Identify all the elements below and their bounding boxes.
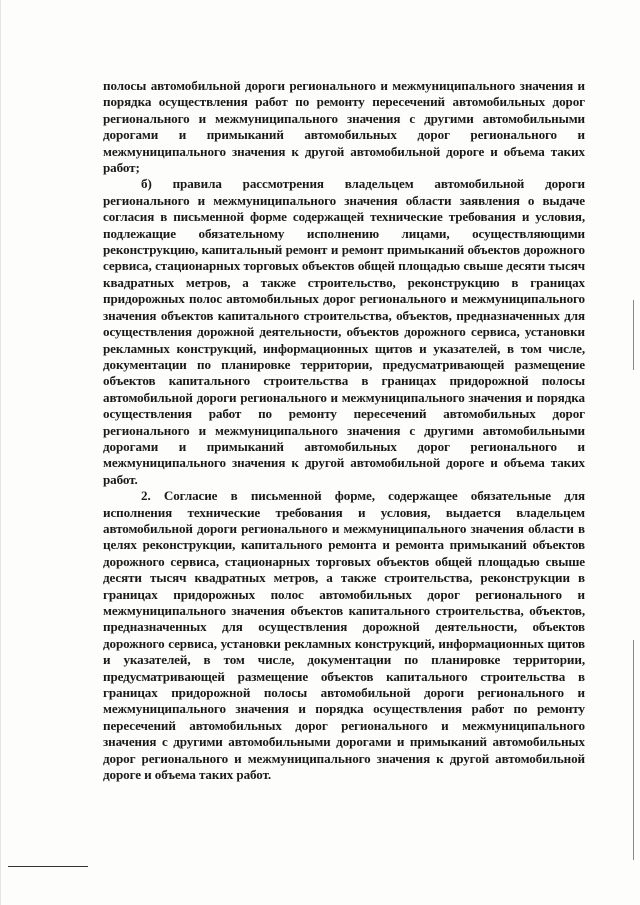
scan-artifact-right [633,300,634,370]
paragraph-continuation: полосы автомобильной дороги регионального и межмуниципального значения и порядка осуществления работ по ремонту пересечений автомобильных дорог регионального и межмуниципального значения с другими автомобильными дорогами и примыканий автомобильных дорог регионального и межмуниципального значения к другой автомобильной дороге и объема таких работ; [103,78,585,176]
paragraph-item-2: 2. Согласие в письменной форме, содержащее обязательные для исполнения технические требования и условия, выдается владельцем автомобильной дороги регионального и межмуниципального значения области в целях реконструкции, капитального ремонта и ремонта примыканий объектов дорожного сервиса, стационарных торговых объектов общей площадью свыше десяти тысяч квадратных метров, а также строительства, реконструкции в границах придорожных полос автомобильных дорог регионального и межмуниципального значения объектов капитального строительства, объектов, предназначенных для осуществления дорожной деятельности, объектов дорожного сервиса, установки рекламных конструкций, информационных щитов и указателей, в том числе, документации по планировке территории, предусматривающей размещение объектов капитального строительства в границах придорожной полосы автомобильной дороги регионального и межмуниципального значения и порядка осуществления работ по ремонту пересечений автомобильных дорог регионального и межмуниципального значения с другими автомобильными дорогами и примыканий автомобильных дорог регионального и межмуниципального значения к другой автомобильной дороге и объема таких работ. [103,488,585,783]
paragraph-item-b: б) правила рассмотрения владельцем автомобильной дороги регионального и межмуниципального значения области заявления о выдаче согласия в письменной форме содержащей технические требования и условия, подлежащие обязательному исполнению лицами, осуществляющими реконструкцию, капитальный ремонт и ремонт примыканий объектов дорожного сервиса, стационарных торговых объектов общей площадью свыше десяти тысяч квадратных метров, а также строительство, реконструкцию в границах придорожных полос автомобильных дорог регионального и межмуниципального значения объектов капитального строительства, объектов, предназначенных для осуществления дорожной деятельности, объектов дорожного сервиса, установки рекламных конструкций, информационных щитов и указателей, в том числе, документации по планировке территории, предусматривающей размещение объектов капитального строительства в границах придорожной полосы автомобильной дороги регионального и межмуниципального значения и порядка осуществления работ по ремонту пересечений автомобильных дорог регионального и межмуниципального значения с другими автомобильными дорогами и примыканий автомобильных дорог регионального и межмуниципального значения к другой автомобильной дороге и объема таких работ. [103,176,585,487]
footnote-separator [8,866,88,867]
scan-artifact-right-lower [633,640,634,860]
document-body [103,78,585,783]
scan-edge [0,0,1,905]
